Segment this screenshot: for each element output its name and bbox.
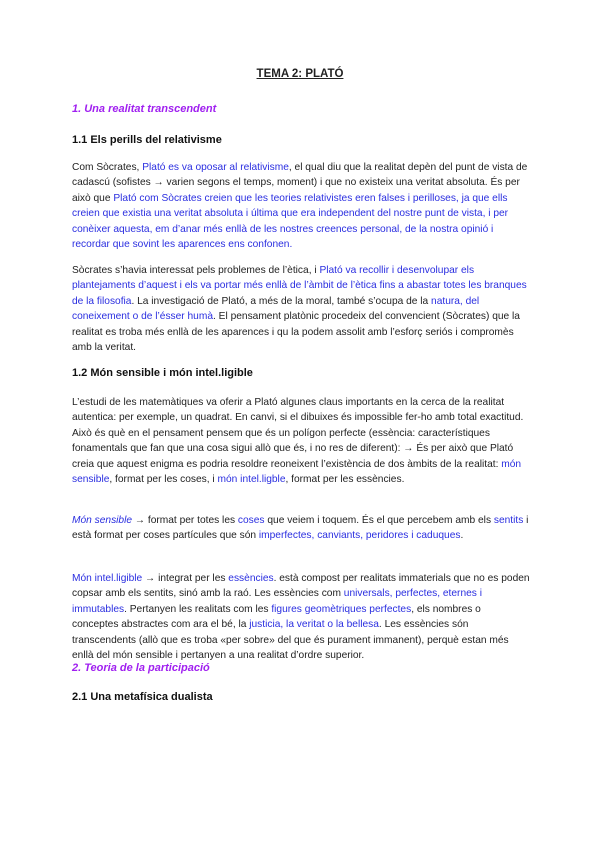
text-run: . La investigació de Plató, a més de la moral, també s’ocupa de la — [131, 295, 432, 307]
text-run: . està compost per realitats immaterials que no es poden copsar amb els sentits, sinó amb la raó. Les essències com — [72, 573, 530, 600]
text-run: universals, perfectes, eternes i immutables — [72, 588, 482, 615]
text-run: natura, del coneixement o de l’ésser humà — [72, 295, 480, 323]
paragraph-relativism — [72, 160, 530, 252]
text-run: que veiem i toquem. És el que percebem amb els — [264, 515, 494, 526]
section-heading-2: 2. Teoria de la participació — [72, 662, 210, 674]
page-title: TEMA 2: PLATÓ — [256, 68, 344, 80]
text-run: Sòcrates s’havia interessat pels problemes de l’ètica, i — [72, 265, 320, 276]
text-run: Plató com Sòcrates creien que les teories relativistes eren falses i perilloses, ja que ells creien que existia una veritat absoluta i última que era independent del nostre punt de vista, i per conèixer aquesta, em d’anar més enllà de les nostres creences personal, de la nostra opinió i recordar que sovint les aparences ens confonen. — [72, 192, 509, 251]
text-run: , els nombres o conceptes abstractes com ara el bé, la — [72, 603, 481, 631]
text-run: Com Sòcrates, — [72, 162, 143, 173]
subheading-2-1: 2.1 Una metafísica dualista — [72, 691, 213, 703]
text-run: L’estudi de les matemàtiques va oferir a Plató algunes claus importants en la cerca de la realitat autentica: per exemple, un quadrat. En canvi, si el dibuixes és impossible fer-ho amb total exactitud. Això és què en el pensament pensem que és un polígon perfecte (essència: característiques fonamentals que fan que una cosa sigui allò que és, i no res de diferent): → És per això que Plató creia que aquest enigma es podria resoldre reoneixent l’existència de dos àmbits de la realitat: — [72, 397, 524, 470]
text-run: . El pensament platònic procedeix del convencient (Sòcrates) que la realitat es troba més enllà de les aparences i qu la podem assolit amb l’esforç seriós i compromès amb la veritat. — [72, 311, 520, 354]
text-run: sentits — [493, 515, 524, 526]
text-run: . Pertanyen les realitats com les — [124, 603, 272, 615]
text-run: Plató va recollir i desenvolupar els plantejaments d’aquest i els va portar més enllà de l’àmbit de l’ètica fins a abastar totes les branques de la filosofia — [72, 265, 527, 307]
text-run: , format per les essències. — [285, 474, 405, 486]
text-run: justicia, la veritat o la bellesa — [249, 619, 379, 631]
text-run: Plató es va oposar al relativisme — [142, 162, 289, 173]
subheading-1-2: 1.2 Món sensible i món intel.ligible — [72, 367, 253, 379]
text-run: món sensible — [72, 458, 522, 486]
subheading-1-1: 1.1 Els perills del relativisme — [72, 134, 222, 146]
text-run: i està format per coses partícules que són — [72, 515, 529, 542]
text-run: . Les essències són transcendents (allò que es troba «per sobre» del que és purament immanent), perquè estan més enllà del món sensible i pertanyen a una realitat d’ordre superior. — [72, 619, 509, 662]
text-run: imperfectes, canviants, peridores i caduques — [258, 530, 461, 542]
paragraph-ethics — [72, 263, 530, 355]
text-run: . — [460, 530, 464, 542]
text-run: , el qual diu que la realitat depèn del punt de vista de cadascú (sofistes → varien segons el temps, moment) i que no existeix una veritat absoluta. És per això que — [72, 162, 528, 204]
section-heading-1: 1. Una realitat transcendent — [72, 103, 217, 115]
paragraph-sensible-world — [72, 513, 530, 544]
text-run: Món intel.ligible — [72, 573, 143, 584]
text-run: món intel.ligble — [217, 474, 286, 486]
text-run: essències — [228, 573, 274, 584]
text-run: → format per totes les — [132, 515, 238, 526]
paragraph-intelligible-world — [72, 571, 530, 663]
text-run: → integrat per les — [142, 573, 229, 584]
text-run: figures geomètriques perfectes — [271, 603, 412, 615]
text-run: , format per les coses, i — [109, 474, 218, 486]
text-run: Món sensible — [72, 515, 133, 526]
text-run: coses — [237, 515, 265, 526]
paragraph-mathematics — [72, 395, 530, 487]
